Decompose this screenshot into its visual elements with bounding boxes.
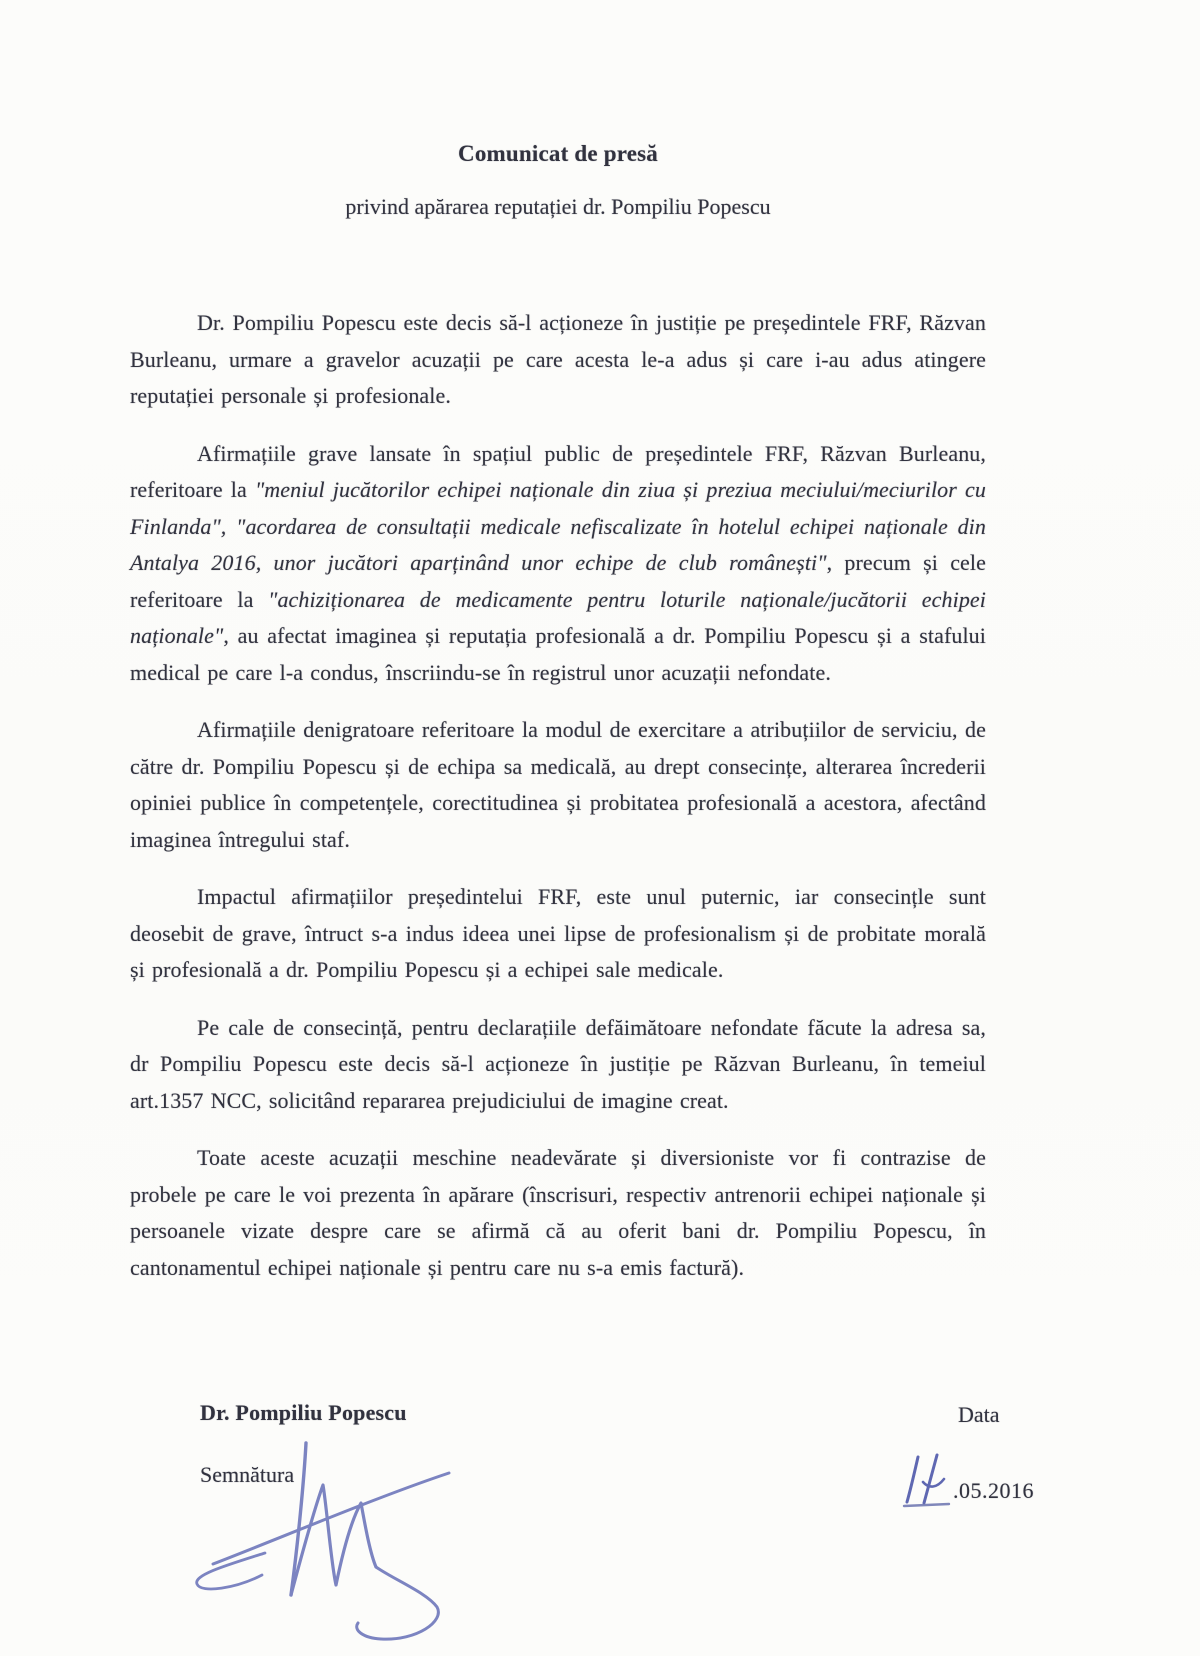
paragraph-2-text-3: , au afectat imaginea și reputația profesională a dr. Pompiliu Popescu și a stafului medical pe care l-a condus, înscriindu-se în registrul unor acuzații nefondate. — [130, 623, 986, 685]
paragraph-3 — [130, 712, 986, 858]
signatory-name: Dr. Pompiliu Popescu — [200, 1400, 407, 1425]
date-label: Data — [958, 1402, 1000, 1427]
date-value — [901, 1450, 1034, 1508]
paragraph-1 — [130, 305, 986, 415]
paragraph-2-quote-2: "achiziționarea de medicamente pentru loturile naționale/jucătorii echipei naționale" — [130, 586, 986, 648]
paragraph-5 — [130, 1010, 986, 1120]
document-subtitle: privind apărarea reputației dr. Pompiliu Popescu — [345, 194, 771, 219]
paragraph-2-text: Afirmațiile grave lansate în spațiul public de președintele FRF, Răzvan Burleanu, referitoare la — [130, 440, 986, 502]
paragraph-4-text: Impactul afirmațiilor președintelui FRF, este unul puternic, iar consecințle sunt deosebit de grave, întruct s-a indus ideea unei lipse de profesionalism și de probitate morală și profesională a dr. Pompiliu Popescu și a echipei sale medicale. — [130, 884, 986, 982]
handwritten-day-ink — [901, 1450, 953, 1508]
paragraph-4 — [130, 879, 986, 989]
paragraph-2-quote-1: "meniul jucătorilor echipei naționale din ziua și preziua meciului/meciurilor cu Finlanda", "acordarea de consultații medicale nefiscalizate în hotelul echipei naționale din Antalya 2016, unor jucători aparținând unor echipe de club românești" — [130, 477, 986, 575]
paragraph-6 — [130, 1140, 986, 1286]
paragraph-6-text: Toate aceste acuzații meschine neadevărate și diversioniste vor fi contrazise de probele pe care le voi prezenta în apărare (înscrisuri, respectiv antrenorii echipei naționale și persoanele vizate despre care se afirmă că au oferit bani dr. Pompiliu Popescu, în cantonamentul echipei naționale și pentru care nu s-a emis factură). — [130, 1145, 986, 1280]
paragraphs-container — [130, 305, 986, 1286]
paragraph-3-text: Afirmațiile denigratoare referitoare la modul de exercitare a atribuțiilor de serviciu, de către dr. Pompiliu Popescu și de echipa sa medicală, au drept consecințe, alterarea încrederii opiniei publice în competențele, corectitudinea și probitatea profesională a acestora, afectând imaginea întregului staf. — [130, 717, 986, 852]
signature-scrawl — [165, 1425, 505, 1655]
paragraph-1-text: Dr. Pompiliu Popescu este decis să-l acționeze în justiție pe președintele FRF, Răzvan Burleanu, urmare a gravelor acuzații pe care acesta le-a adus și care i-au adus atingere reputației personale și profesionale. — [130, 310, 986, 408]
paragraph-2-text-2: , precum și cele referitoare la — [130, 550, 986, 612]
document-title: Comunicat de presă — [458, 141, 658, 166]
date-typed-part: .05.2016 — [953, 1478, 1034, 1503]
signature-label: Semnătura — [200, 1462, 295, 1487]
paragraph-5-text: Pe cale de consecință, pentru declarațiile defăimătoare nefondate făcute la adresa sa, dr Pompiliu Popescu este decis să-l acționeze în justiție pe Răzvan Burleanu, în temeiul art.1357 NCC, solicitând repararea prejudiciului de imagine creat. — [130, 1014, 986, 1113]
paragraph-2 — [130, 436, 986, 692]
document-body — [130, 0, 986, 1307]
